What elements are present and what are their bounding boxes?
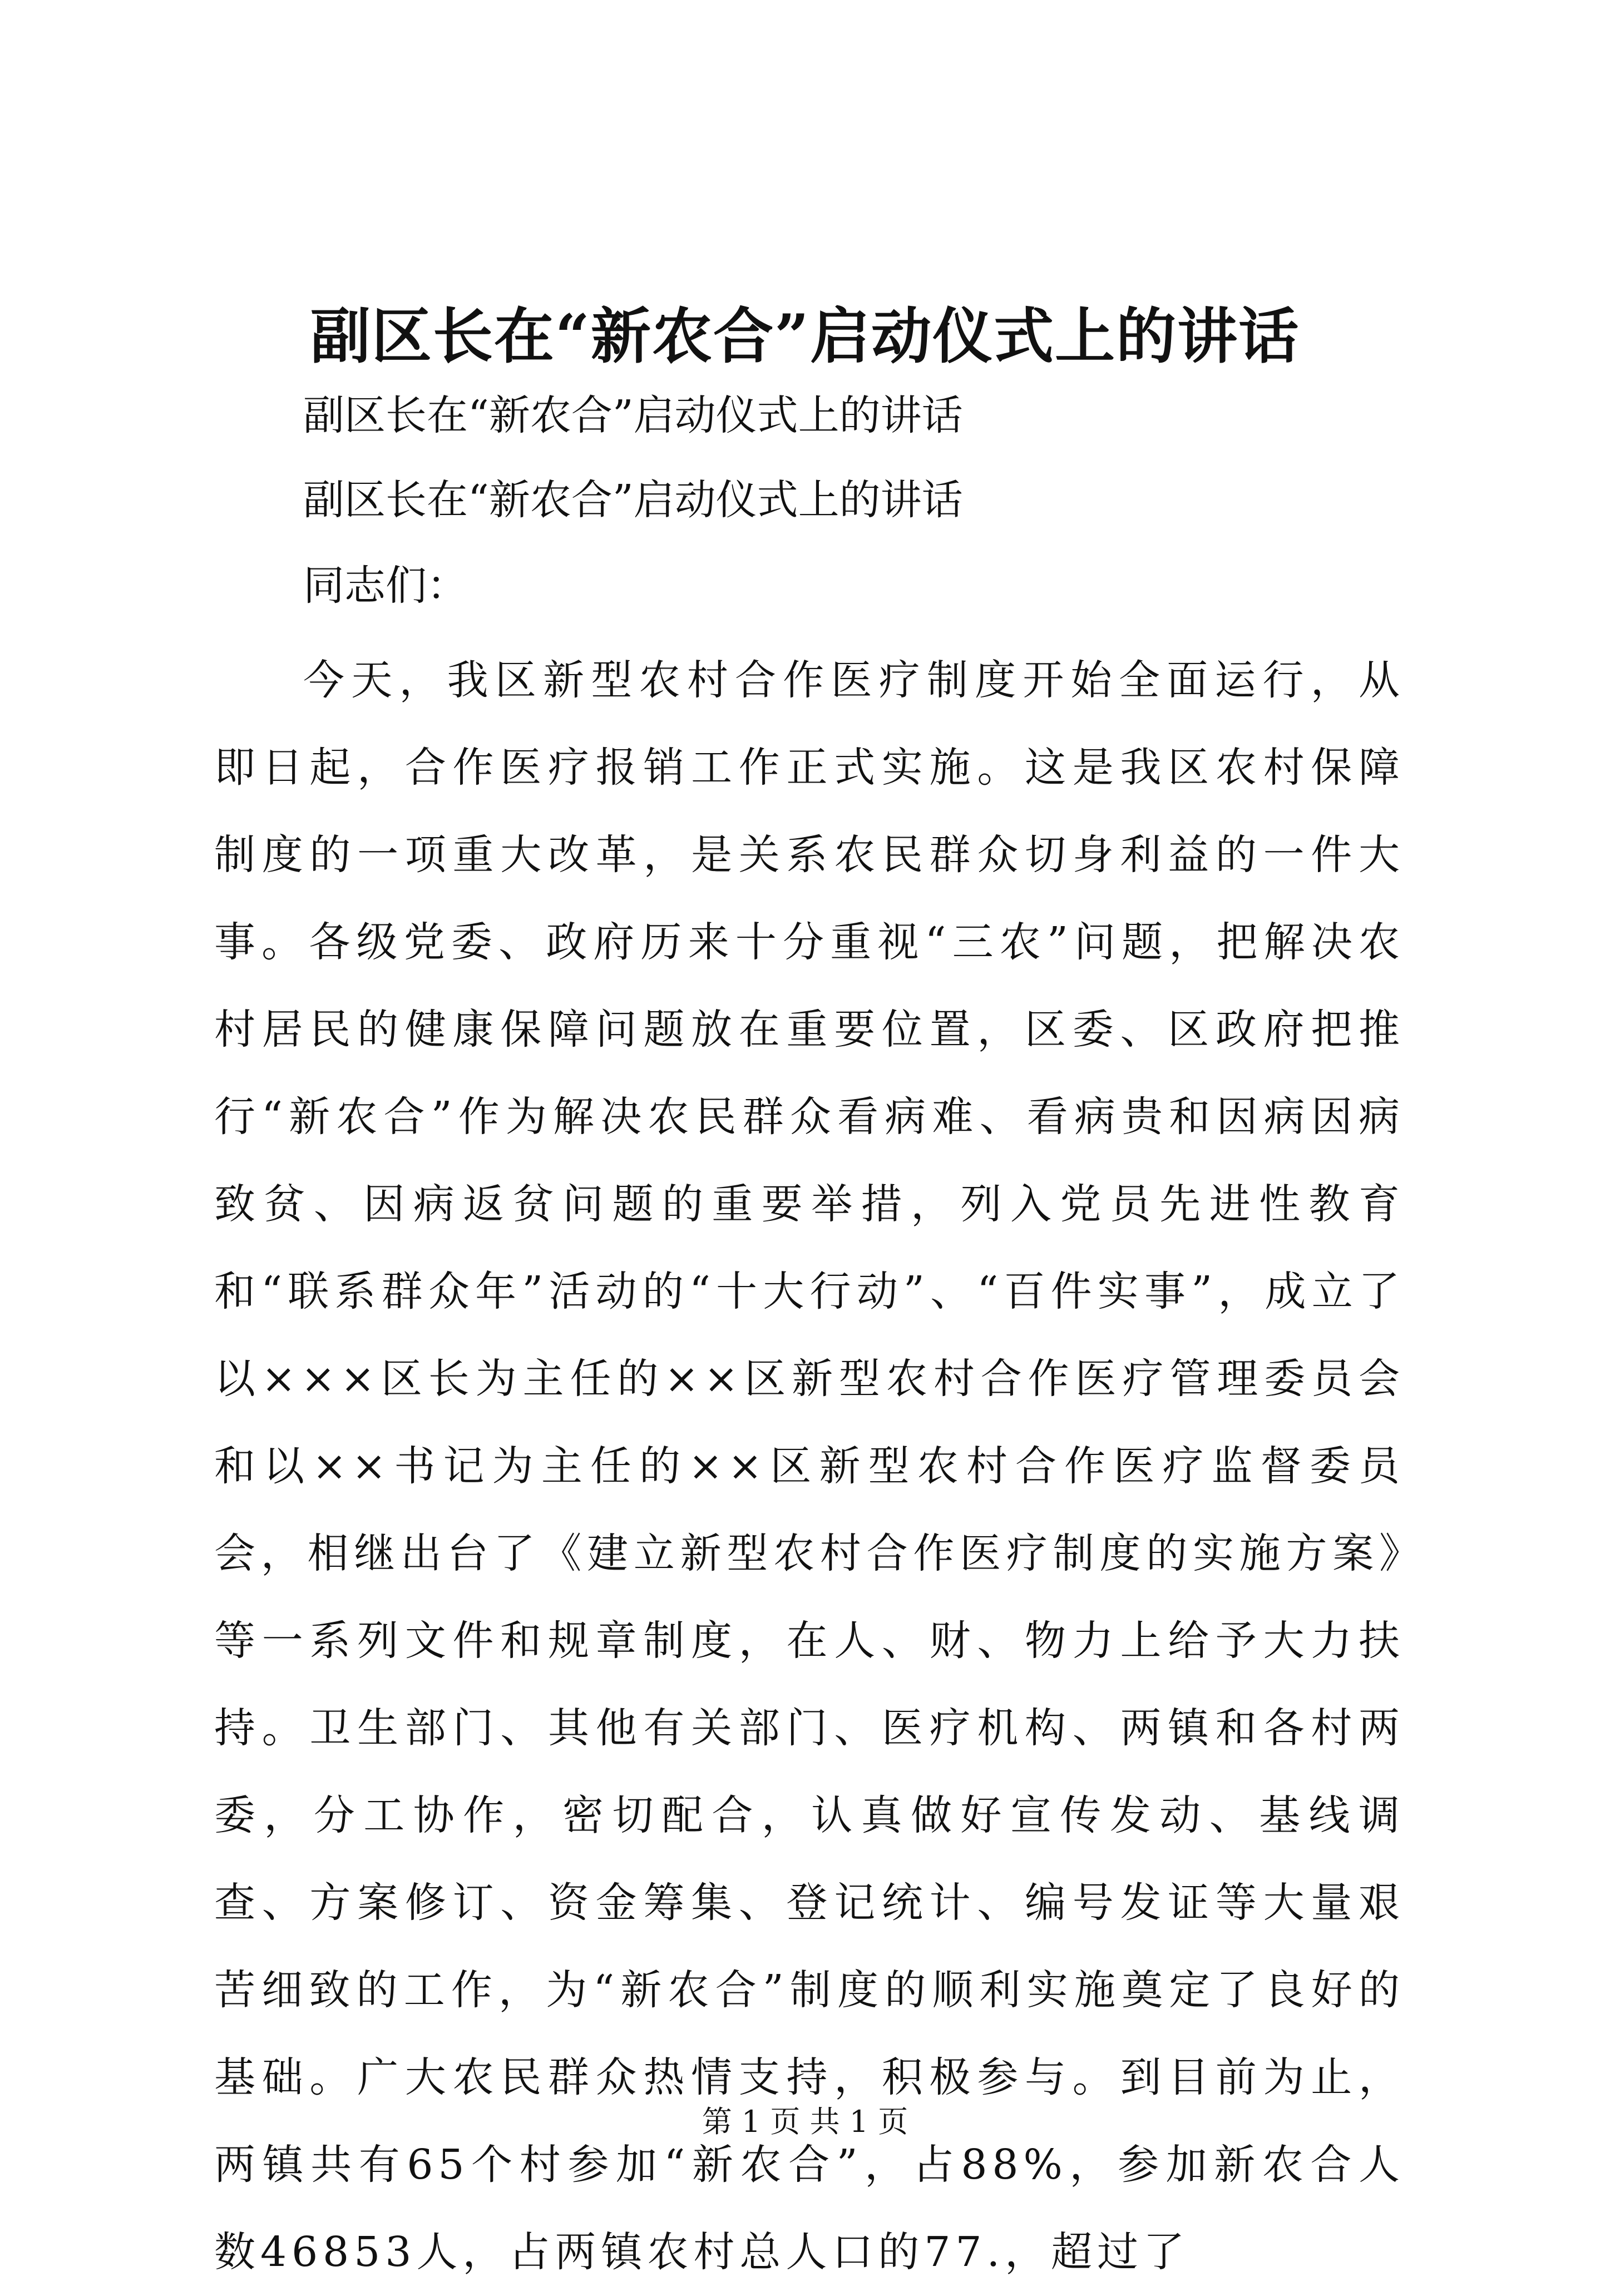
- salutation: 同志们：: [303, 562, 468, 610]
- body-paragraph: 今天，我区新型农村合作医疗制度开始全面运行，从即日起，合作医疗报销工作正式实施。这是我区农村保障制度的一项重大改革，是关系农民群众切身利益的一件大事。各级党委、政府历来十分重视“三农”问题，把解决农村居民的健康保障问题放在重要位置，区委、区政府把推行“新农合”作为解决农民群众看病难、看病贵和因病因病致贫、因病返贫问题的重要举措，列入党员先进性教育和“联系群众年”活动的“十大行动”、“百件实事”，成立了以×××区长为主任的××区新型农村合作医疗管理委员会和以××书记为主任的××区新型农村合作医疗监督委员会，相继出台了《建立新型农村合作医疗制度的实施方案》等一系列文件和规章制度，在人、财、物力上给予大力扶持。卫生部门、其他有关部门、医疗机构、两镇和各村两委，分工协作，密切配合，认真做好宣传发动、基线调查、方案修订、资金筹集、登记统计、编号发证等大量艰苦细致的工作，为“新农合”制度的顺利实施奠定了良好的基础。广大农民群众热情支持，积极参与。到目前为止，两镇共有65个村参加“新农合”，占88%，参加新农合人数46853人，占两镇农村总人口的77.，超过了: [214, 656, 1405, 2276]
- subtitle-line-2: 副区长在“新农合”启动仪式上的讲话: [303, 476, 963, 524]
- subtitle-line-1: 副区长在“新农合”启动仪式上的讲话: [303, 392, 963, 439]
- page-footer: 第 1 页 共 1 页: [702, 2104, 908, 2139]
- document-title: 副区长在“新农合”启动仪式上的讲话: [310, 301, 1300, 372]
